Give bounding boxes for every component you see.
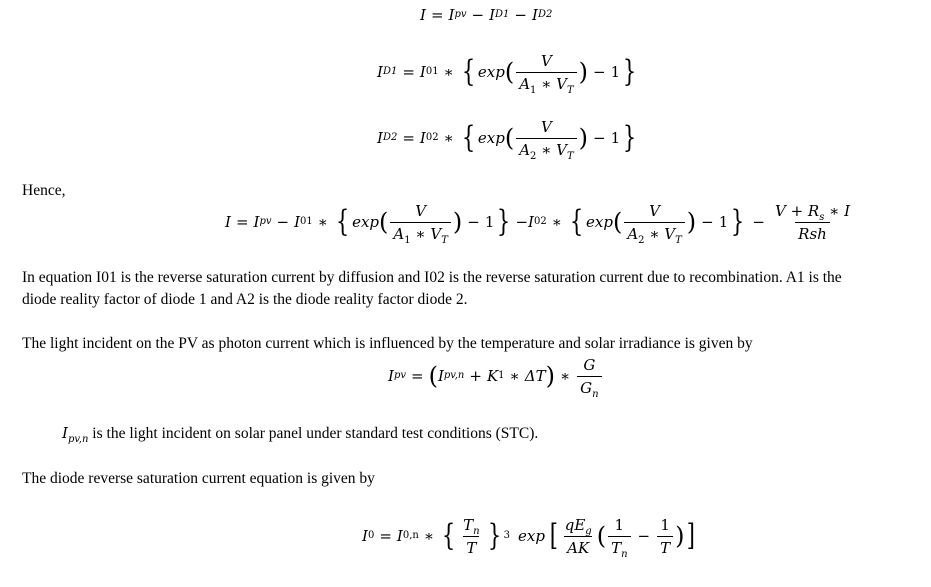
equation-diode1: I D1 = I 01 ∗ { exp ( $\frac{V}{A_1 ∗ V_T}$ ) − 1 } <box>377 51 637 96</box>
equation-diode2: I D2 = I 02 ∗ { exp ( $\frac{V}{A_2 ∗ V_T}$ ) − 1 } <box>377 117 637 162</box>
fraction: $\frac{V}{A_1 ∗ V_T}$ <box>390 202 450 243</box>
hence-text: Hence, <box>22 182 66 199</box>
fraction: $\frac{V}{A_2 ∗ V_T}$ <box>624 202 684 243</box>
fraction: $\frac{T_n}{T}$ <box>463 515 480 557</box>
paragraph-photon-current: The light incident on the PV as photon current which is influenced by the temperature and solar irradiance is given by <box>22 335 753 352</box>
fraction: $\frac{qE_g}{AK}$ <box>564 515 592 557</box>
fraction: $\frac{V}{A_2 ∗ V_T}$ <box>516 118 576 159</box>
fraction: $\frac{G}{G_n}$ <box>577 356 601 397</box>
equation-full-current: I = I pv − I 01 ∗ { exp ( $\frac{V}{A_1 ∗ V_T}$ ) − 1 } − I 02 ∗ { exp ( $\frac{V}{A_2 ∗ V_T}$ ) − 1 } − $\frac{V + R_s ∗ I}{\text{Rsh}}$ <box>225 198 855 246</box>
ipvn-description: $I_{pv,n}$ is the light incident on solar panel under standard test conditions (STC). <box>62 424 539 445</box>
paragraph-saturation-line2: diode reality factor of diode 1 and A2 is the diode reality factor diode 2. <box>22 291 468 308</box>
fraction: $\frac{1}{T_n}$ <box>608 516 630 557</box>
fraction: $\frac{V}{A_1 ∗ V_T}$ <box>516 52 576 93</box>
equation-saturation-current: I 0 = I 0,n ∗ { $\frac{T_n}{T}$ } 3 exp [ $\frac{qE_g}{AK}$ ( $\frac{1}{T_n}$ − $\frac{1}{T}$ ) ] <box>362 515 695 560</box>
equation-current: I = I pv − I D1 − I D2 <box>420 6 553 24</box>
fraction: $\frac{V + R_s ∗ I}{\text{Rsh}}$ <box>774 201 851 243</box>
fraction: $\frac{1}{T}$ <box>657 516 673 557</box>
equation-photon-current: I pv = ( I pv,n + K 1 ∗ ΔT ) ∗ $\frac{G}{G_n}$ <box>388 354 604 398</box>
paragraph-saturation-line1: In equation I01 is the reverse saturation current by diffusion and I02 is the reverse saturation current due to recombination. A1 is the <box>22 269 842 286</box>
paragraph-diode-saturation: The diode reverse saturation current equation is given by <box>22 470 375 487</box>
